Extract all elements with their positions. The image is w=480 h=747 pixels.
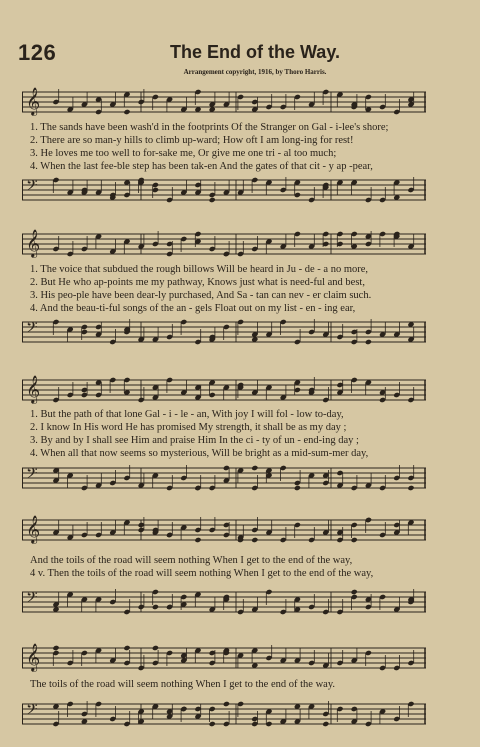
treble-clef-icon: 𝄞 bbox=[26, 229, 41, 257]
lyric-line: 1. The sands have been wash'd in the footprints Of the Stranger on Gal - i-lee's shore; bbox=[30, 122, 389, 133]
bass-clef-icon: 𝄢 bbox=[26, 319, 38, 340]
lyric-line: 4. When the last fee-ble step has been tak-en And the gates of that cit - y ap -pear, bbox=[30, 161, 373, 172]
verse-block-2 bbox=[30, 263, 430, 315]
bass-clef-icon: 𝄢 bbox=[26, 589, 38, 610]
lyric-line: 1. But the path of that lone Gal - i - le - an, With joy I will fol - low to-day, bbox=[30, 409, 344, 420]
treble-clef-icon: 𝄞 bbox=[26, 87, 41, 115]
note-head bbox=[52, 645, 59, 651]
treble-staff-4 bbox=[22, 512, 426, 548]
note-head bbox=[322, 721, 329, 727]
lyric-line: 3. His peo-ple have been dear-ly purchased, And Sa - tan can nev - er claim such. bbox=[30, 290, 372, 301]
hymn-number: 126 bbox=[18, 40, 57, 65]
bass-clef-icon: 𝄢 bbox=[26, 465, 38, 486]
verse-block-1 bbox=[30, 121, 430, 173]
lyric-line: 3. He loves me too well to for-sake me, Or give me one tri - al too much; bbox=[30, 148, 337, 159]
note-head bbox=[209, 197, 216, 203]
treble-clef-icon: 𝄞 bbox=[26, 643, 41, 671]
note-head bbox=[365, 339, 372, 345]
verse-block-4 bbox=[30, 554, 430, 580]
verse-block-5 bbox=[30, 678, 430, 691]
lyric-line: 3. By and by I shall see Him and praise Him In the ci - ty of un - end-ing day ; bbox=[30, 435, 359, 446]
note-head bbox=[251, 465, 258, 471]
bass-clef-icon: 𝄢 bbox=[26, 177, 38, 198]
lyric-line: 1. The voice that subdued the rough billows Will be heard in Ju - de - a no more, bbox=[30, 264, 369, 275]
bass-staff-4 bbox=[22, 584, 426, 620]
note-head bbox=[351, 589, 358, 595]
lyric-line: 2. But He who ap-points me my pathway, Knows just what is need-ful and best, bbox=[30, 277, 365, 288]
treble-clef-icon: 𝄞 bbox=[26, 375, 41, 403]
note-head bbox=[223, 701, 230, 707]
verse-block-3 bbox=[30, 408, 430, 460]
treble-staff-1 bbox=[22, 84, 426, 120]
treble-clef-icon: 𝄞 bbox=[26, 515, 41, 543]
lyric-line: 2. I know In His word He has promised My strength, it shall be as my day ; bbox=[30, 422, 347, 433]
bass-clef-icon: 𝄢 bbox=[26, 701, 38, 722]
note-head bbox=[294, 485, 301, 491]
lyric-line: 2. There are so man-y hills to climb up-ward; How oft I am long-ing for rest! bbox=[30, 135, 354, 146]
lyric-line: 4 v. Then the toils of the road will seem nothing When I get to the end of the way, bbox=[30, 568, 374, 579]
note-head bbox=[251, 537, 258, 543]
lyric-line: And the toils of the road will seem nothing When I get to the end of the way, bbox=[30, 555, 353, 566]
copyright-credit: Arrangement copyright, 1916, by Thoro Harris. bbox=[183, 68, 327, 76]
bass-staff-5 bbox=[22, 696, 426, 732]
bass-staff-2 bbox=[22, 314, 426, 350]
note-head bbox=[407, 485, 414, 491]
treble-staff-5 bbox=[22, 640, 426, 676]
lyric-line: 4. When all that now seems so mysterious, Will be bright as a mid-sum-mer day, bbox=[30, 448, 369, 459]
bass-staff-1 bbox=[22, 172, 426, 208]
note-head bbox=[123, 109, 130, 115]
hymn-title: The End of the Way. bbox=[170, 42, 340, 62]
lyric-line: 4. And the beau-ti-ful songs of the an - gels Float out on my list - en - ing ear, bbox=[30, 303, 356, 314]
lyric-line: The toils of the road will seem nothing When I get to the end of the way. bbox=[30, 679, 336, 690]
note-head bbox=[194, 537, 201, 543]
treble-staff-3 bbox=[22, 372, 426, 408]
treble-staff-2 bbox=[22, 226, 426, 262]
bass-staff-3 bbox=[22, 460, 426, 496]
